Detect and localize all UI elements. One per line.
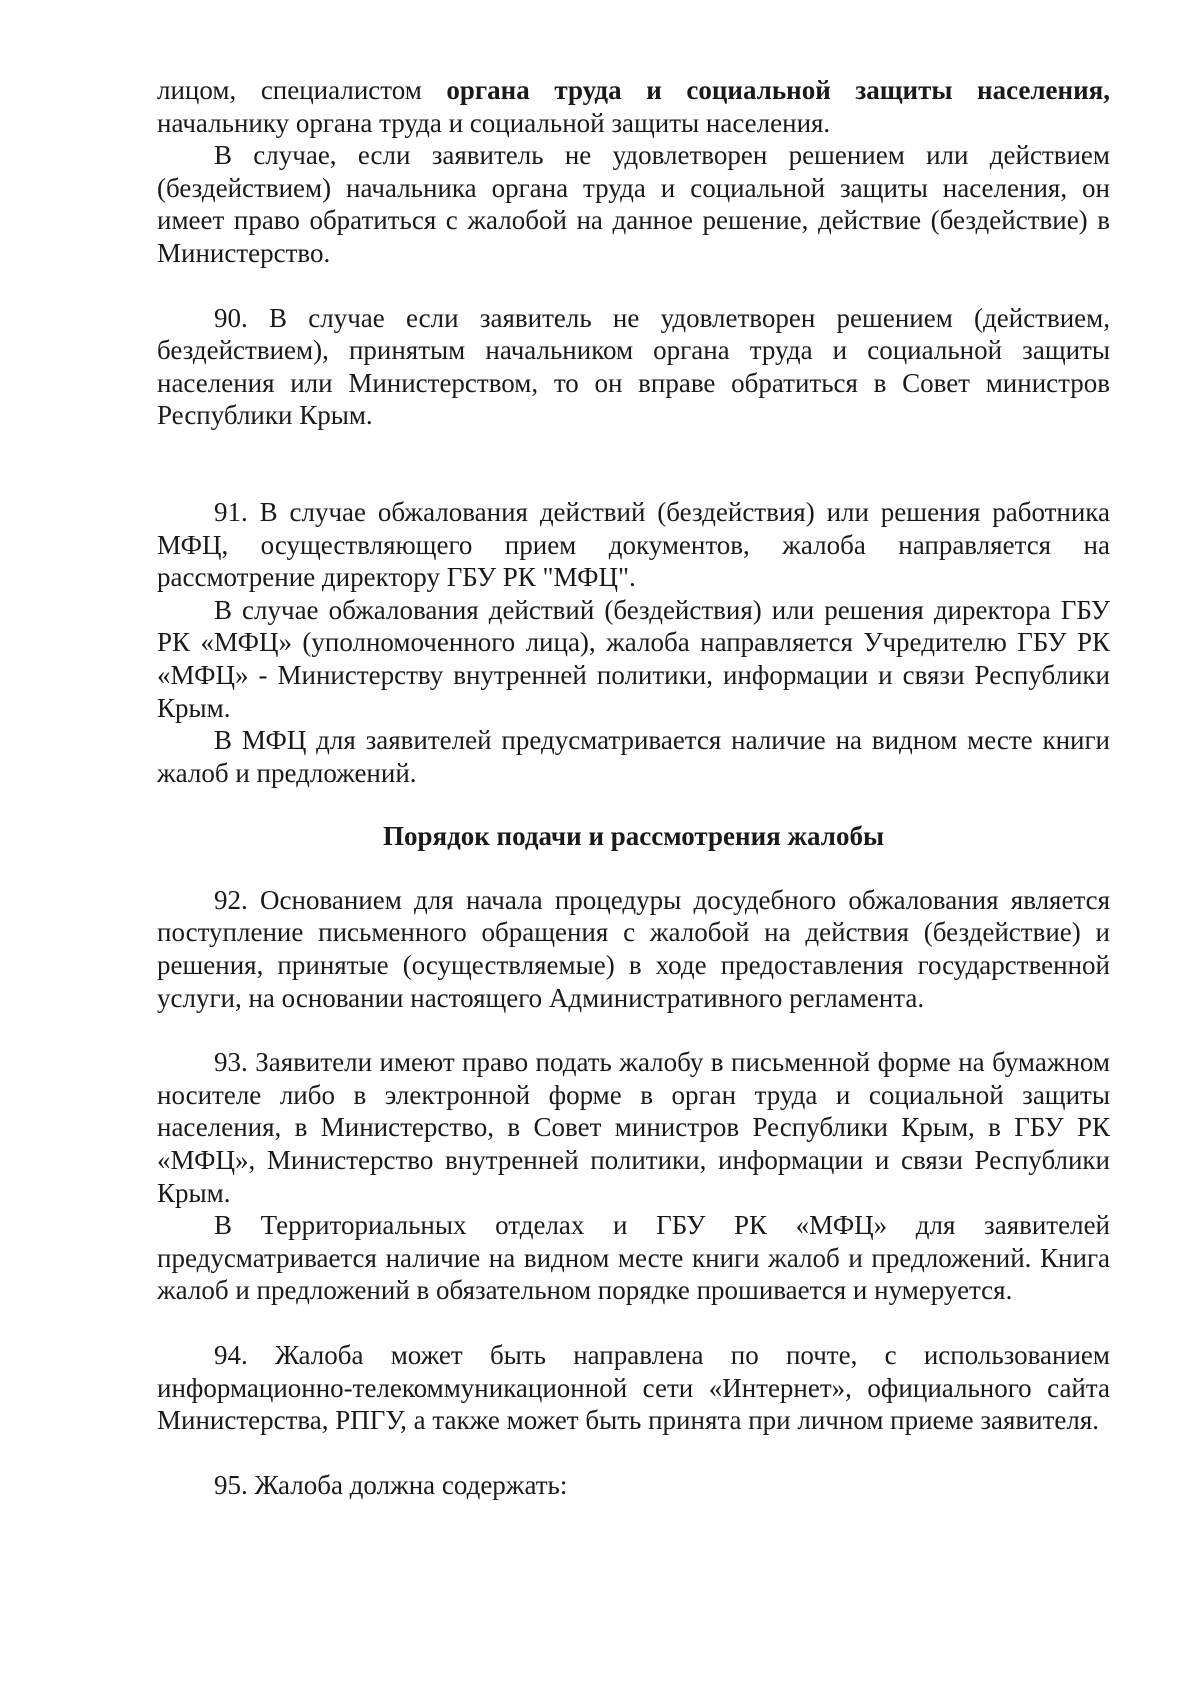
paragraph-93-territorial: В Территориальных отделах и ГБУ РК «МФЦ» для заявителей предусматривается наличие на видном месте книги жалоб и предложений. Книга жалоб и предложений в обязательном порядке прошивается и нумеруется. <box>157 1210 1110 1306</box>
paragraph-94: 94. Жалоба может быть направлена по почте, с использованием информационно-телекоммуникационной сети «Интернет», официального сайта Министерства, РПГУ, а также может быть принята при личном приеме заявителя. <box>157 1340 1110 1436</box>
document-page <box>157 74 1110 1501</box>
paragraph-91: 91. В случае обжалования действий (бездействия) или решения работника МФЦ, осуществляющего прием документов, жалоба направляется на рассмотрение директору ГБУ РК "МФЦ". <box>157 496 1110 593</box>
paragraph-text: лицом, специалистом <box>157 75 447 105</box>
paragraph-90: 90. В случае если заявитель не удовлетворен решением (действием, бездействием), принятым начальником органа труда и социальной защиты населения или Министерством, то он вправе обратиться в Совет министров Республики Крым. <box>157 302 1110 431</box>
paragraph-continuation <box>157 74 1110 139</box>
section-heading: Порядок подачи и рассмотрения жалобы <box>382 821 885 852</box>
paragraph-91-director: В случае обжалования действий (бездействия) или решения директора ГБУ РК «МФЦ» (уполномоченного лица), жалоба направляется Учредителю ГБУ РК «МФЦ» - Министерству внутренней политики, информации и связи Республики Крым. <box>157 594 1110 723</box>
paragraph-95: 95. Жалоба должна содержать: <box>214 1469 568 1500</box>
paragraph-text: начальнику органа труда и социальной защиты населения. <box>157 107 831 138</box>
paragraph-91-complaint-book: В МФЦ для заявителей предусматривается наличие на видном месте книги жалоб и предложений. <box>157 725 1110 788</box>
paragraph-92: 92. Основанием для начала процедуры досудебного обжалования является поступление письменного обращения с жалобой на действия (бездействие) и решения, принятые (осуществляемые) в ходе предоставления государственной услуги, на основании настоящего Административного регламента. <box>157 884 1110 1013</box>
paragraph-93: 93. Заявители имеют право подать жалобу в письменной форме на бумажном носителе либо в электронной форме в орган труда и социальной защиты населения, в Министерство, в Совет министров Республики Крым, в ГБУ РК «МФЦ», Министерство внутренней политики, информации и связи Республики Крым. <box>157 1047 1110 1208</box>
bold-phrase: органа труда и социальной защиты населения, <box>446 75 1110 105</box>
paragraph-ministry-appeal: В случае, если заявитель не удовлетворен решением или действием (бездействием) начальника органа труда и социальной защиты населения, он имеет право обратиться с жалобой на данное решение, действие (бездействие) в Министерство. <box>157 140 1110 268</box>
